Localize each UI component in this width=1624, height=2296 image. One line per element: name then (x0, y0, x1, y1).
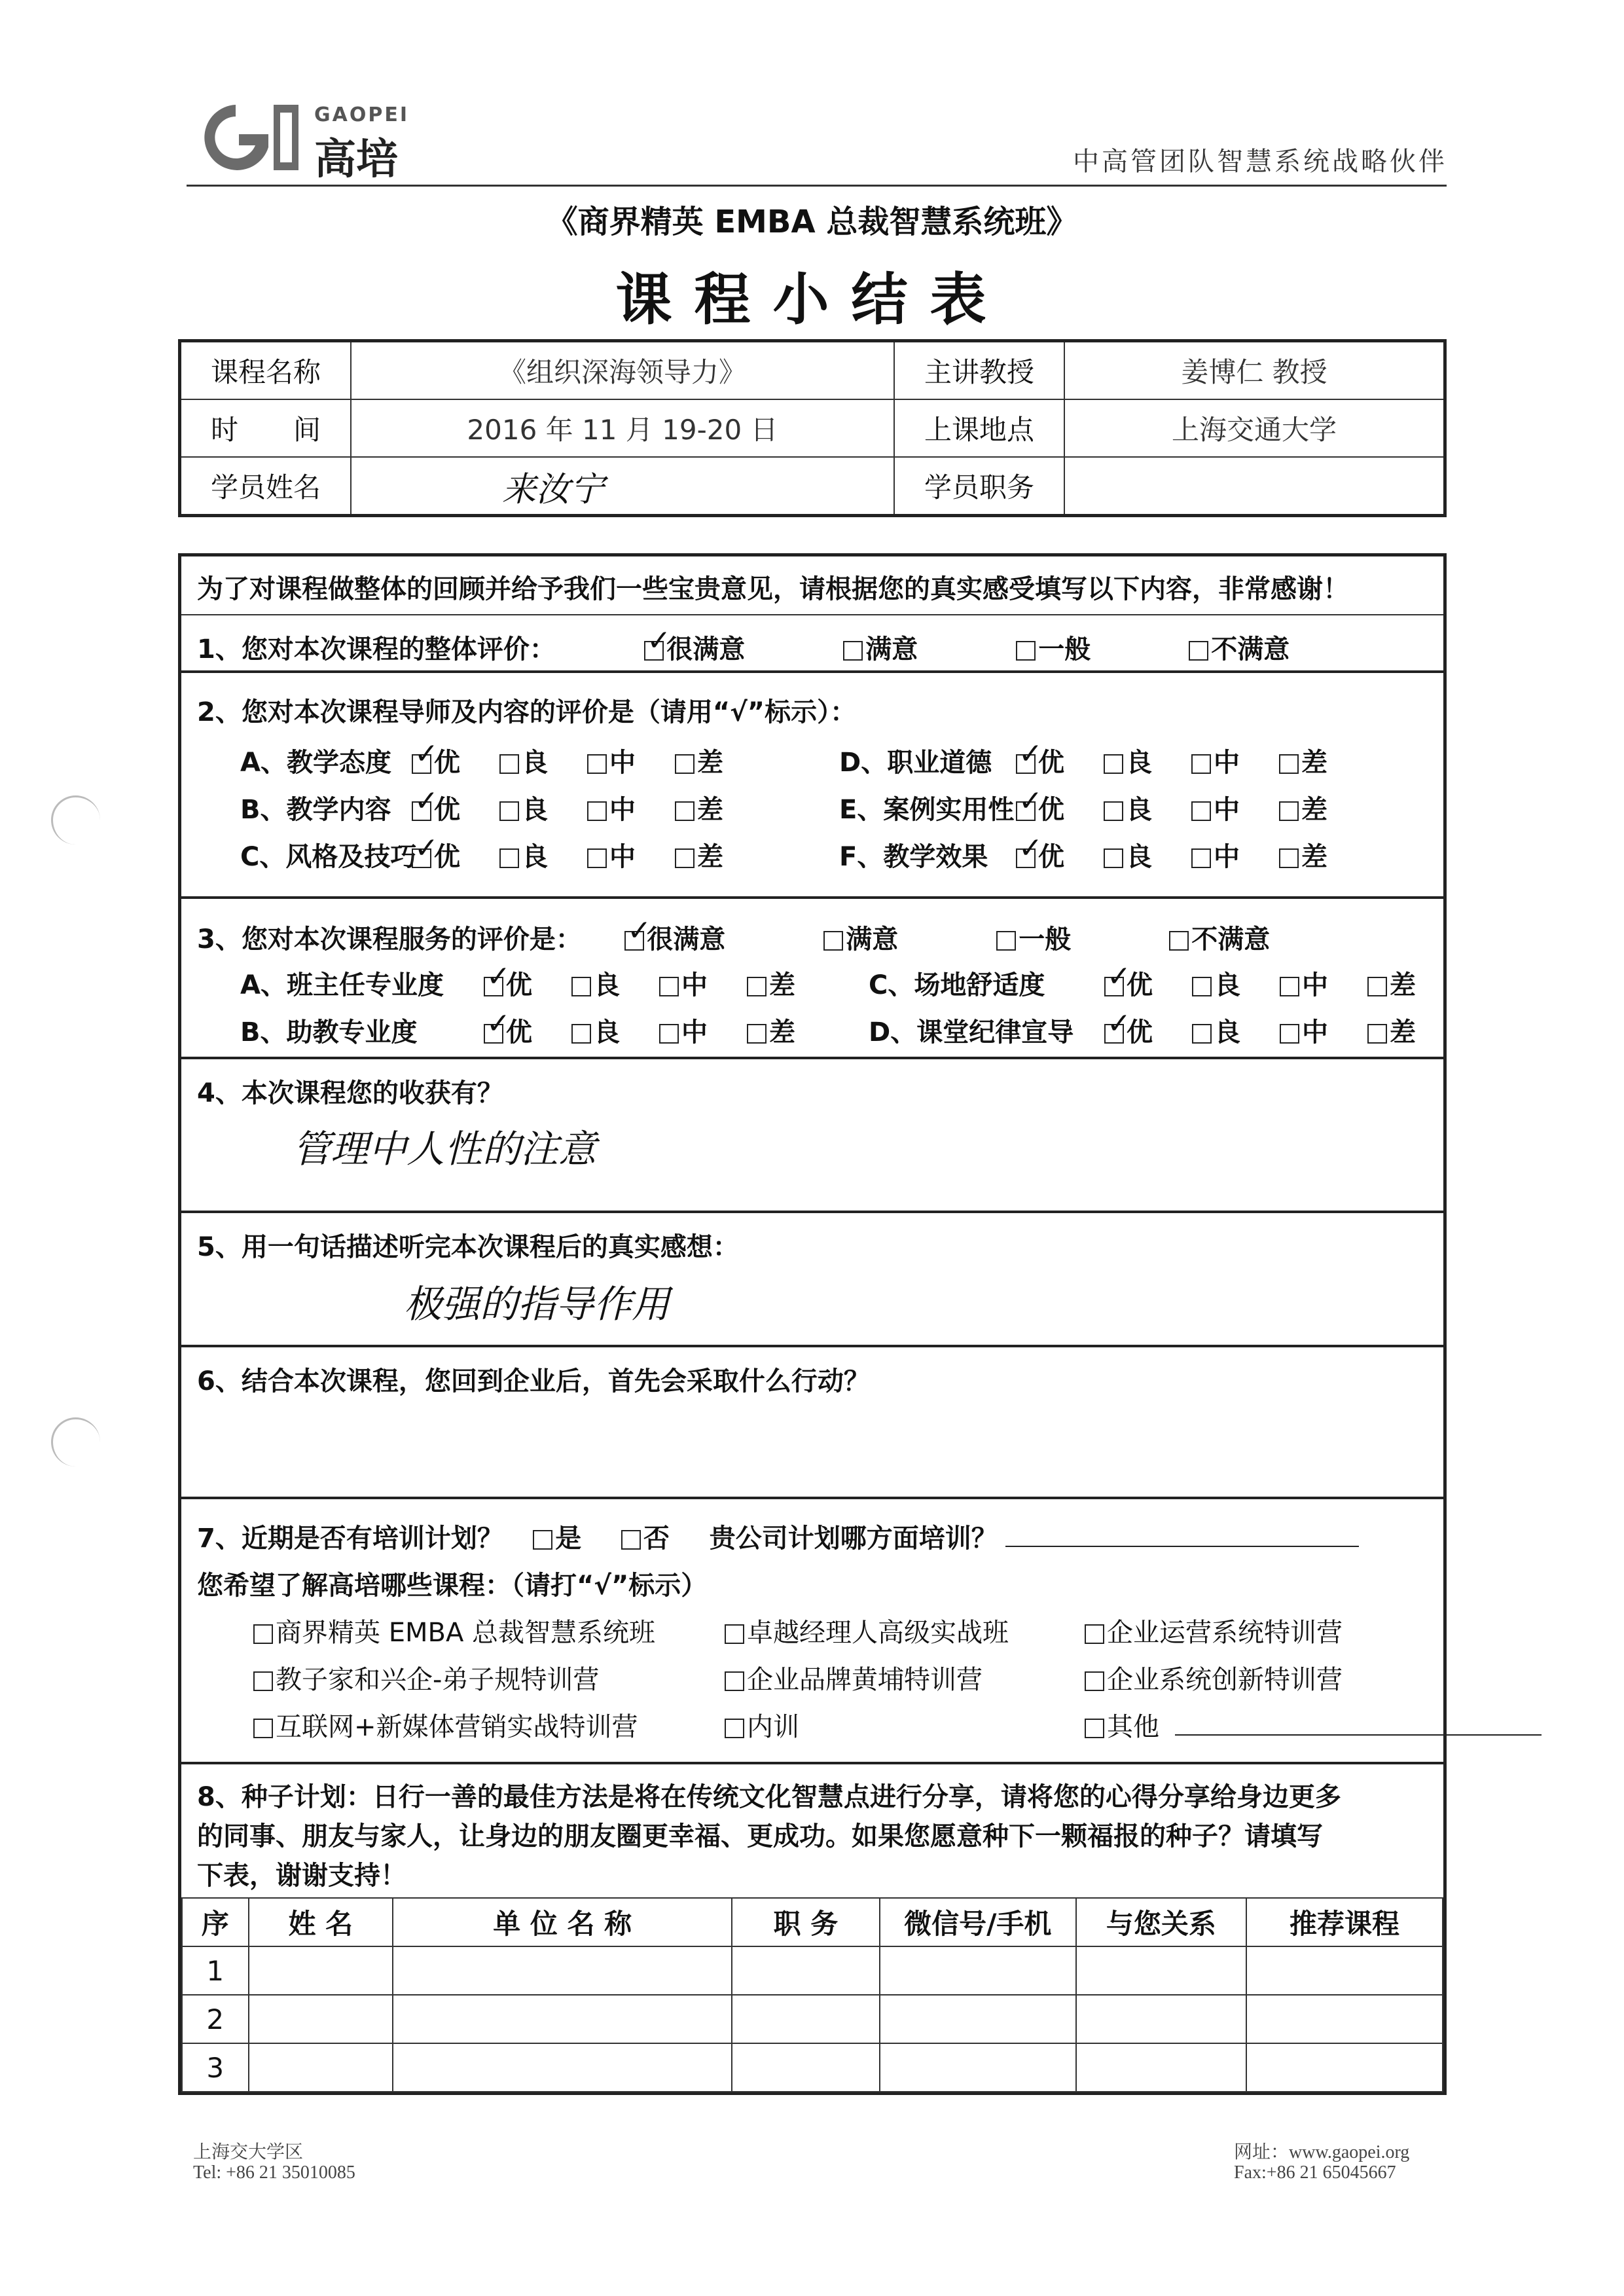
course-option[interactable] (253, 1612, 655, 1649)
grade-option-checkbox[interactable] (1367, 1024, 1387, 1044)
grade-option[interactable] (747, 1011, 795, 1049)
seed-table (181, 1897, 1443, 2092)
position-label: 学员职务 (894, 457, 1064, 516)
grade-option-checkbox[interactable] (1367, 977, 1387, 996)
seed-header-cell: 姓 名 (249, 1898, 393, 1946)
grade-option-checkbox[interactable] (587, 801, 607, 821)
seed-entry-cell[interactable] (393, 1995, 732, 2043)
grade-option-label: 良 (522, 748, 548, 778)
course-checkbox[interactable] (253, 1719, 273, 1738)
grade-option[interactable] (1016, 742, 1064, 779)
grade-option-label: 良 (522, 795, 548, 825)
yes-checkbox[interactable] (533, 1530, 552, 1550)
no-label: 否 (643, 1523, 670, 1554)
section-actions (181, 1347, 1443, 1499)
q3-option[interactable] (624, 919, 725, 956)
q1-option-checkbox[interactable] (1189, 641, 1208, 661)
q3-option-label: 一般 (1019, 924, 1072, 955)
slogan: 中高管团队智慧系统战略伙伴 (1073, 147, 1447, 177)
seed-table-row (182, 2043, 1443, 2092)
header-divider (187, 185, 1447, 187)
grade-option-checkbox[interactable] (499, 848, 519, 868)
program-title: 《商界精英 EMBA 总裁智慧系统班》 (546, 204, 1078, 240)
grade-option[interactable] (675, 789, 723, 826)
q3-option-label: 满意 (846, 924, 899, 955)
course-label: 其他 (1107, 1712, 1159, 1742)
grade-option-checkbox[interactable] (1279, 754, 1299, 774)
course-option[interactable] (725, 1706, 799, 1743)
course-option[interactable] (725, 1659, 983, 1696)
grade-option-checkbox[interactable] (1104, 1024, 1124, 1044)
footer-tel: Tel: +86 21 35010085 (193, 2162, 355, 2183)
q1-option-checkbox[interactable] (843, 641, 863, 661)
grade-option-label: 优 (434, 795, 460, 825)
logo-chinese: 高培 (314, 136, 398, 184)
q6-label: 6、结合本次课程，您回到企业后，首先会采取什么行动？ (197, 1366, 870, 1396)
grade-option-label: 中 (609, 842, 636, 872)
section-teacher-eval (181, 673, 1443, 899)
section-feelings (181, 1213, 1443, 1347)
grade-option-checkbox[interactable] (675, 801, 695, 821)
grade-option-checkbox[interactable] (587, 848, 607, 868)
grade-option[interactable] (1192, 1011, 1240, 1049)
other-answer-line[interactable] (1175, 1715, 1542, 1736)
grade-option-checkbox[interactable] (747, 977, 767, 996)
section-overall (181, 556, 1443, 673)
seed-table-row (182, 1995, 1443, 2043)
course-label: 互联网+新媒体营销实战特训营 (276, 1712, 638, 1742)
grade-option-label: 良 (594, 1017, 620, 1048)
grade-option[interactable] (675, 742, 723, 779)
grade-option-label: 良 (1126, 795, 1152, 825)
q1-option-label: 不满意 (1211, 634, 1290, 665)
q2-item-label: A、教学态度 (240, 748, 391, 778)
student-name-value: 来汝宁 (502, 469, 605, 509)
logo-english: GAOPEI (314, 103, 409, 126)
grade-option-checkbox[interactable] (1016, 848, 1036, 868)
student-name-field[interactable] (351, 457, 894, 516)
q1-option-label: 一般 (1038, 634, 1091, 665)
course-checkbox[interactable] (1085, 1624, 1104, 1644)
grade-option[interactable] (1191, 742, 1240, 779)
q3-item (869, 964, 1455, 1002)
grade-option[interactable] (1104, 789, 1152, 826)
grade-option-label: 中 (1214, 795, 1240, 825)
grade-option[interactable] (1016, 836, 1064, 873)
grade-option[interactable] (571, 964, 620, 1002)
q3-option-checkbox[interactable] (624, 931, 644, 951)
info-row (180, 457, 1445, 516)
grade-option[interactable] (499, 742, 548, 779)
grade-option[interactable] (499, 789, 548, 826)
seed-entry-cell[interactable] (249, 1946, 393, 1995)
grade-option-checkbox[interactable] (1280, 977, 1299, 996)
seed-header-cell: 职 务 (732, 1898, 880, 1946)
grade-option-label: 差 (697, 748, 723, 778)
grade-option-checkbox[interactable] (499, 754, 519, 774)
q3-option[interactable] (996, 919, 1071, 956)
grade-option[interactable] (1280, 1011, 1328, 1049)
grade-option-checkbox[interactable] (1191, 801, 1211, 821)
grade-option-label: 中 (609, 795, 636, 825)
grade-option[interactable] (1279, 742, 1327, 779)
grade-option[interactable] (587, 836, 636, 873)
grade-option[interactable] (412, 789, 460, 826)
section-service-eval (181, 899, 1443, 1059)
grade-option-checkbox[interactable] (1104, 848, 1123, 868)
course-option[interactable] (253, 1706, 638, 1743)
q7-label: 7、近期是否有培训计划？ (197, 1523, 503, 1554)
q7-yes-option[interactable] (533, 1518, 581, 1555)
plan-answer-line[interactable] (1005, 1525, 1359, 1547)
grade-option[interactable] (1280, 964, 1328, 1002)
footer-website[interactable]: 网址：www.gaopei.org (1234, 2142, 1410, 2162)
course-label: 商界精英 EMBA 总裁智慧系统班 (276, 1618, 656, 1648)
seed-header-cell: 推荐课程 (1246, 1898, 1443, 1946)
q4-answer[interactable]: 管理中人性的注意 (293, 1127, 597, 1171)
course-checkbox[interactable] (1085, 1671, 1104, 1691)
grade-option-label: 良 (1214, 970, 1240, 1000)
grade-option-checkbox[interactable] (484, 977, 503, 996)
grade-option-label: 中 (1302, 970, 1328, 1000)
place-value[interactable]: 上海交通大学 (1064, 399, 1445, 457)
seed-entry-cell[interactable] (1076, 1946, 1246, 1995)
q1-option[interactable] (1189, 629, 1290, 666)
logo-mark-icon (190, 98, 301, 177)
section-gains (181, 1059, 1443, 1213)
plan-question: 贵公司计划哪方面培训？ (709, 1523, 998, 1554)
course-option[interactable] (1085, 1706, 1542, 1743)
grade-option-checkbox[interactable] (1280, 1024, 1299, 1044)
grade-option-label: 中 (681, 970, 708, 1000)
q3-options (624, 924, 1368, 955)
grade-option[interactable] (484, 964, 532, 1002)
position-value[interactable] (1064, 457, 1445, 516)
grade-option-checkbox[interactable] (1104, 977, 1124, 996)
grade-option-checkbox[interactable] (675, 754, 695, 774)
grade-option-label: 差 (1390, 970, 1416, 1000)
course-label: 企业系统创新特训营 (1107, 1665, 1343, 1695)
course-name-label: 课程名称 (180, 341, 352, 400)
grade-option[interactable] (659, 1011, 708, 1049)
course-checkbox[interactable] (253, 1624, 273, 1644)
grade-option[interactable] (571, 1011, 620, 1049)
grade-option-label: 优 (1127, 970, 1153, 1000)
q2-item-label: D、职业道德 (839, 748, 992, 778)
q2-item-label: C、风格及技巧 (240, 842, 417, 872)
gaopei-logo (190, 92, 439, 183)
teacher-label: 主讲教授 (894, 341, 1064, 400)
seed-entry-cell[interactable] (1246, 2043, 1443, 2092)
page-title: 课程小结表 (615, 267, 1009, 333)
time-label: 时 间 (180, 399, 352, 457)
seed-entry-cell[interactable] (880, 2043, 1076, 2092)
divider (181, 614, 1443, 615)
q3-item (240, 1011, 835, 1049)
grade-option[interactable] (1367, 1011, 1416, 1049)
q1-option-checkbox[interactable] (644, 641, 664, 661)
q1-option[interactable] (1016, 629, 1091, 666)
grade-option[interactable] (659, 964, 708, 1002)
grade-option[interactable] (499, 836, 548, 873)
grade-option-label: 优 (506, 970, 532, 1000)
q2-item-label: B、教学内容 (240, 795, 391, 825)
punch-hole-bottom (51, 1417, 100, 1467)
grade-option-checkbox[interactable] (1191, 848, 1211, 868)
grade-option-checkbox[interactable] (1279, 848, 1299, 868)
seed-table-body (182, 1946, 1443, 2092)
grade-option[interactable] (587, 742, 636, 779)
grade-option-checkbox[interactable] (571, 1024, 591, 1044)
grade-option[interactable] (747, 964, 795, 1002)
seed-row-number: 1 (182, 1946, 249, 1995)
q8-line3: 下表，谢谢支持！ (197, 1861, 406, 1891)
info-row (180, 341, 1445, 400)
q5-answer[interactable]: 极强的指导作用 (404, 1282, 670, 1326)
course-option[interactable] (1085, 1612, 1343, 1649)
course-checkbox[interactable] (725, 1624, 744, 1644)
q3-item-label: B、助教专业度 (240, 1017, 418, 1048)
course-label: 教子家和兴企-弟子规特训营 (276, 1665, 600, 1695)
seed-header-cell: 单 位 名 称 (393, 1898, 732, 1946)
grade-option[interactable] (1279, 836, 1327, 873)
seed-entry-cell[interactable] (880, 1946, 1076, 1995)
grade-option[interactable] (1279, 789, 1327, 826)
q3-option[interactable] (823, 919, 898, 956)
q3-item (240, 964, 835, 1002)
no-checkbox[interactable] (621, 1530, 641, 1550)
grade-option-label: 良 (522, 842, 548, 872)
grade-option-label: 良 (594, 970, 620, 1000)
course-checkbox[interactable] (725, 1671, 744, 1691)
grade-option-label: 差 (1390, 1017, 1416, 1048)
q3-row (197, 919, 1368, 956)
seed-table-header (182, 1898, 1443, 1946)
q3-item-label: D、课堂纪律宣导 (869, 1017, 1074, 1048)
q2-item-label: F、教学效果 (839, 842, 988, 872)
q2-item (240, 836, 763, 873)
grade-option[interactable] (484, 1011, 532, 1049)
course-option[interactable] (253, 1659, 599, 1696)
seed-entry-cell[interactable] (1076, 2043, 1246, 2092)
seed-header-cell: 序 (182, 1898, 249, 1946)
grade-option[interactable] (1192, 964, 1240, 1002)
q3-item-label: A、班主任专业度 (240, 970, 444, 1000)
grade-option-label: 优 (434, 842, 460, 872)
grade-option-label: 优 (1127, 1017, 1153, 1048)
seed-row-number: 3 (182, 2043, 249, 2092)
grade-option-checkbox[interactable] (1192, 1024, 1212, 1044)
info-row (180, 399, 1445, 457)
q2-item (240, 789, 763, 826)
grade-option-checkbox[interactable] (659, 977, 679, 996)
q2-item (839, 789, 1367, 826)
course-label: 企业品牌黄埔特训营 (747, 1665, 983, 1695)
grade-option-checkbox[interactable] (412, 848, 431, 868)
feedback-survey (178, 553, 1447, 2095)
punch-hole-top (51, 795, 100, 845)
q3-label: 3、您对本次课程服务的评价是： (197, 924, 582, 955)
survey-intro: 为了对课程做整体的回顾并给予我们一些宝贵意见，请根据您的真实感受填写以下内容，非常感谢！ (197, 574, 1349, 604)
seed-entry-cell[interactable] (880, 1995, 1076, 2043)
seed-entry-cell[interactable] (732, 1995, 880, 2043)
grade-option-checkbox[interactable] (1016, 754, 1036, 774)
grade-option-label: 优 (1038, 842, 1064, 872)
seed-table-row (182, 1946, 1443, 1995)
seed-entry-cell[interactable] (1246, 1995, 1443, 2043)
grade-option-label: 优 (434, 748, 460, 778)
grade-option-checkbox[interactable] (1192, 977, 1212, 996)
q5-label: 5、用一句话描述听完本次课程后的真实感想： (197, 1232, 739, 1262)
grade-option-label: 差 (769, 970, 795, 1000)
course-label: 企业运营系统特训营 (1107, 1618, 1343, 1648)
q1-label: 1、您对本次课程的整体评价： (197, 634, 556, 665)
grade-option-label: 良 (1126, 748, 1152, 778)
grade-option-label: 差 (1301, 795, 1327, 825)
student-name-label: 学员姓名 (180, 457, 352, 516)
seed-row-number: 2 (182, 1995, 249, 2043)
grade-option[interactable] (1016, 789, 1064, 826)
q3-option[interactable] (1169, 919, 1270, 956)
grade-option[interactable] (1104, 964, 1153, 1002)
grade-option-label: 中 (1214, 748, 1240, 778)
grade-option[interactable] (675, 836, 723, 873)
yes-label: 是 (555, 1523, 582, 1554)
q2-item-label: E、案例实用性 (839, 795, 1015, 825)
section-seed-plan (181, 1764, 1443, 2098)
grade-option-checkbox[interactable] (675, 848, 695, 868)
q8-line2: 的同事、朋友与家人，让身边的朋友圈更幸福、更成功。如果您愿意种下一颗福报的种子？请填写 (197, 1821, 1323, 1851)
q2-item (839, 742, 1367, 779)
course-checkbox[interactable] (725, 1719, 744, 1738)
place-label: 上课地点 (894, 399, 1064, 457)
seed-entry-cell[interactable] (1246, 1946, 1443, 1995)
grade-option-label: 差 (1301, 748, 1327, 778)
grade-option-label: 良 (1126, 842, 1152, 872)
footer-fax: Fax:+86 21 65045667 (1234, 2162, 1396, 2183)
footer-campus: 上海交大学区 (193, 2142, 304, 2162)
grade-option-label: 差 (1301, 842, 1327, 872)
q7-no-option[interactable] (621, 1518, 670, 1555)
grade-option-checkbox[interactable] (499, 801, 519, 821)
q1-option[interactable] (644, 629, 745, 666)
q4-label: 4、本次课程您的收获有？ (197, 1078, 503, 1108)
grade-option-label: 差 (769, 1017, 795, 1048)
teacher-value[interactable]: 姜博仁 教授 (1064, 341, 1445, 400)
grade-option-label: 中 (1302, 1017, 1328, 1048)
grade-option[interactable] (1104, 1011, 1153, 1049)
grade-option[interactable] (412, 742, 460, 779)
seed-entry-cell[interactable] (393, 1946, 732, 1995)
seed-entry-cell[interactable] (732, 2043, 880, 2092)
seed-entry-cell[interactable] (1076, 1995, 1246, 2043)
seed-entry-cell[interactable] (249, 2043, 393, 2092)
grade-option-label: 优 (506, 1017, 532, 1048)
grade-option[interactable] (587, 789, 636, 826)
q1-option-label: 很满意 (666, 634, 746, 665)
course-checkbox[interactable] (1085, 1719, 1104, 1738)
section-training-plan (181, 1499, 1443, 1764)
grade-option[interactable] (412, 836, 460, 873)
grade-option[interactable] (1104, 742, 1152, 779)
time-value[interactable]: 2016 年 11 月 19-20 日 (351, 399, 894, 457)
grade-option-label: 优 (1038, 795, 1064, 825)
grade-option[interactable] (1367, 964, 1416, 1002)
q3-option-checkbox[interactable] (823, 931, 843, 951)
grade-option-checkbox[interactable] (571, 977, 591, 996)
grade-option-checkbox[interactable] (1191, 754, 1211, 774)
course-info-table (178, 339, 1447, 517)
grade-option-label: 优 (1038, 748, 1064, 778)
grade-option-label: 中 (1214, 842, 1240, 872)
q1-option-checkbox[interactable] (1016, 641, 1036, 661)
grade-option-checkbox[interactable] (1104, 801, 1123, 821)
q2-label: 2、您对本次课程导师及内容的评价是（请用“√”标示）： (197, 697, 857, 727)
seed-header-cell: 微信号/手机 (880, 1898, 1076, 1946)
grade-option-checkbox[interactable] (587, 754, 607, 774)
q2-item (240, 742, 763, 779)
course-name-value[interactable]: 《组织深海领导力》 (351, 341, 894, 400)
grade-option-label: 中 (681, 1017, 708, 1048)
q3-option-label: 不满意 (1191, 924, 1271, 955)
q1-row (197, 629, 1388, 666)
grade-option[interactable] (1191, 836, 1240, 873)
course-option[interactable] (1085, 1659, 1343, 1696)
q3-option-checkbox[interactable] (996, 931, 1016, 951)
grade-option-checkbox[interactable] (747, 1024, 767, 1044)
grade-option-checkbox[interactable] (1016, 801, 1036, 821)
q2-item (839, 836, 1367, 873)
q1-option[interactable] (843, 629, 918, 666)
course-label: 内训 (747, 1712, 799, 1742)
q3-item-label: C、场地舒适度 (869, 970, 1045, 1000)
q1-option-label: 满意 (865, 634, 918, 665)
q3-item (869, 1011, 1455, 1049)
grade-option-checkbox[interactable] (412, 801, 431, 821)
grade-option-checkbox[interactable] (484, 1024, 503, 1044)
seed-header-cell: 与您关系 (1076, 1898, 1246, 1946)
grade-option-label: 差 (697, 842, 723, 872)
grade-option-checkbox[interactable] (1104, 754, 1123, 774)
seed-entry-cell[interactable] (393, 2043, 732, 2092)
q3-option-label: 很满意 (647, 924, 726, 955)
grade-option-label: 良 (1214, 1017, 1240, 1048)
course-checkbox[interactable] (253, 1671, 273, 1691)
q3-option-checkbox[interactable] (1169, 931, 1189, 951)
course-option[interactable] (725, 1612, 1009, 1649)
grade-option-checkbox[interactable] (412, 754, 431, 774)
seed-entry-cell[interactable] (249, 1995, 393, 2043)
q7-row (197, 1518, 1359, 1555)
q8-line1: 8、种子计划：日行一善的最佳方法是将在传统文化智慧点进行分享，请将您的心得分享给身边更多 (197, 1782, 1341, 1812)
course-label: 卓越经理人高级实战班 (747, 1618, 1009, 1648)
grade-option-checkbox[interactable] (1279, 801, 1299, 821)
grade-option[interactable] (1104, 836, 1152, 873)
grade-option[interactable] (1191, 789, 1240, 826)
grade-option-label: 差 (697, 795, 723, 825)
grade-option-label: 中 (609, 748, 636, 778)
seed-entry-cell[interactable] (732, 1946, 880, 1995)
q1-options (644, 634, 1388, 665)
courses-question: 您希望了解高培哪些课程：（请打“√”标示） (197, 1571, 708, 1601)
grade-option-checkbox[interactable] (659, 1024, 679, 1044)
